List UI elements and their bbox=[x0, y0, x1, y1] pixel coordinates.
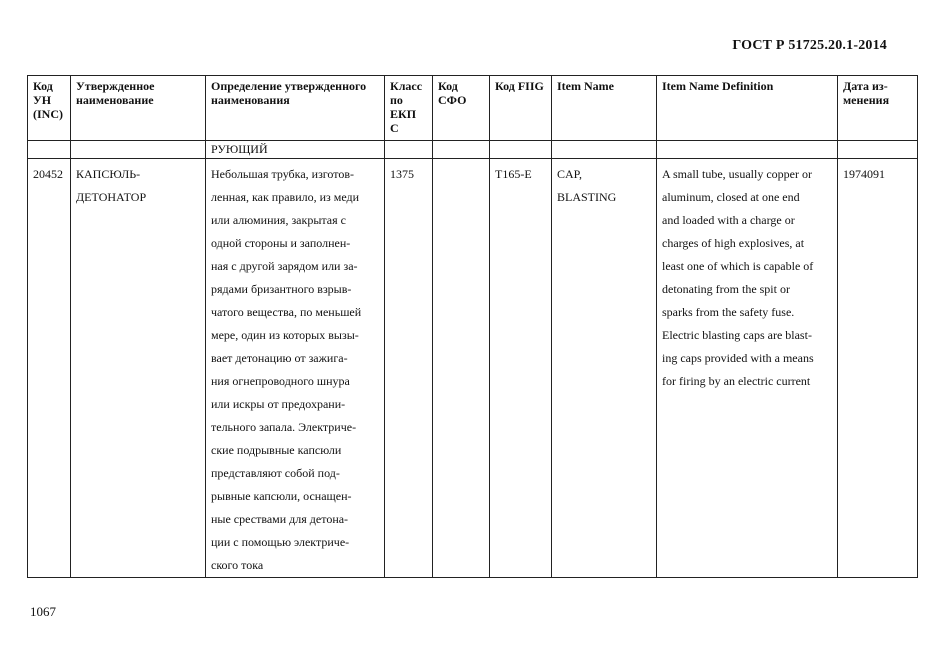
document-code: ГОСТ Р 51725.20.1-2014 bbox=[732, 38, 887, 53]
cell-approved-name bbox=[71, 163, 206, 578]
approved-name-lines bbox=[76, 163, 200, 209]
page-number: 1067 bbox=[30, 604, 56, 619]
text-line: ния огнепроводного шнура bbox=[211, 374, 350, 388]
text-line: рядами бризантного взрыв- bbox=[211, 282, 352, 296]
column-header-approved-name: Утвержденное наименование bbox=[71, 76, 206, 141]
text-line: detonating from the spit or bbox=[662, 282, 790, 296]
text-line: Electric blasting caps are blast- bbox=[662, 328, 812, 342]
column-header-inc: Код УН (INC) bbox=[28, 76, 71, 141]
text-line: КАПСЮЛЬ- bbox=[76, 167, 141, 181]
cell-definition bbox=[206, 163, 385, 578]
text-line: and loaded with a charge or bbox=[662, 213, 795, 227]
cell-sfo bbox=[433, 163, 490, 578]
cell-class: 1375 bbox=[385, 163, 433, 578]
text-line: for firing by an electric current bbox=[662, 374, 811, 388]
item-name-lines bbox=[557, 163, 651, 209]
text-line: A small tube, usually copper or bbox=[662, 167, 812, 181]
cell-fiig: T165-E bbox=[490, 163, 552, 578]
text-line: представляют собой под- bbox=[211, 466, 340, 480]
text-line: ции с помощью электриче- bbox=[211, 535, 350, 549]
column-header-fiig: Код FIIG bbox=[490, 76, 552, 141]
continuation-row bbox=[28, 141, 918, 159]
text-line: тельного запала. Электриче- bbox=[211, 420, 357, 434]
text-line: одной стороны и заполнен- bbox=[211, 236, 351, 250]
cell-item-definition bbox=[657, 163, 838, 578]
column-header-item-definition: Item Name Definition bbox=[657, 76, 838, 141]
text-line: Небольшая трубка, изготов- bbox=[211, 167, 355, 181]
column-header-item-name: Item Name bbox=[552, 76, 657, 141]
text-line: рывные капсюли, оснащен- bbox=[211, 489, 352, 503]
text-line: BLASTING bbox=[557, 190, 617, 204]
text-line: ing caps provided with a means bbox=[662, 351, 814, 365]
text-line: или искры от предохрани- bbox=[211, 397, 346, 411]
text-line: чатого вещества, по меньшей bbox=[211, 305, 362, 319]
text-line: sparks from the safety fuse. bbox=[662, 305, 795, 319]
text-line: ленная, как правило, из меди bbox=[211, 190, 360, 204]
text-line: ские подрывные капсюли bbox=[211, 443, 342, 457]
text-line: ная с другой зарядом или за- bbox=[211, 259, 358, 273]
cell-inc: 20452 bbox=[28, 163, 71, 578]
text-line: ского тока bbox=[211, 558, 264, 572]
text-line: ДЕТОНАТОР bbox=[76, 190, 147, 204]
cell-date: 1974091 bbox=[838, 163, 918, 578]
table-row bbox=[28, 163, 918, 578]
continuation-text: РУЮЩИЙ bbox=[206, 141, 385, 159]
definition-lines bbox=[211, 163, 379, 577]
text-line: ные срествами для детона- bbox=[211, 512, 349, 526]
text-line: least one of which is capable of bbox=[662, 259, 814, 273]
cell-item-name bbox=[552, 163, 657, 578]
text-line: CAP, bbox=[557, 167, 583, 181]
text-line: или алюминия, закрытая с bbox=[211, 213, 346, 227]
column-header-sfo: Код СФО bbox=[433, 76, 490, 141]
header-row bbox=[28, 76, 918, 141]
text-line: charges of high explosives, at bbox=[662, 236, 805, 250]
text-line: aluminum, closed at one end bbox=[662, 190, 800, 204]
text-line: вает детонацию от зажига- bbox=[211, 351, 348, 365]
column-header-date: Дата из-менения bbox=[838, 76, 918, 141]
item-definition-lines bbox=[662, 163, 832, 393]
text-line: мере, один из которых вызы- bbox=[211, 328, 359, 342]
column-header-definition: Определение утвержденного наименования bbox=[206, 76, 385, 141]
column-header-class: Класс по ЕКП С bbox=[385, 76, 433, 141]
catalog-table bbox=[27, 75, 918, 578]
